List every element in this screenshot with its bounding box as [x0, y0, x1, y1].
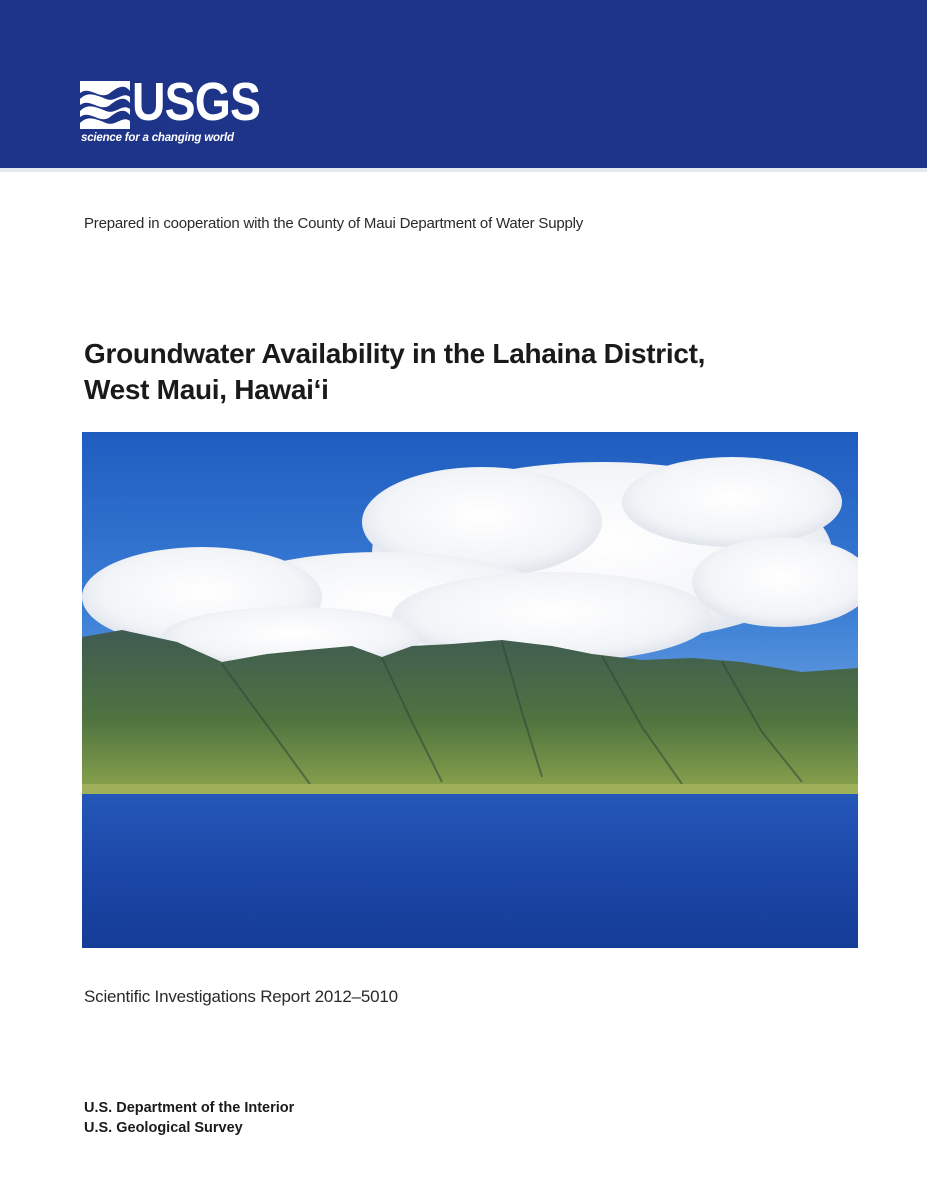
- title-line-1: Groundwater Availability in the Lahaina District,: [84, 338, 706, 369]
- photo-ocean: [82, 794, 858, 948]
- usgs-wave-icon: [80, 81, 130, 129]
- agency-block: [84, 1098, 294, 1138]
- banner-divider: [0, 168, 927, 172]
- title-line-2: West Maui, Hawai‘i: [84, 374, 329, 405]
- report-title: [84, 336, 864, 408]
- cover-photo: [82, 432, 858, 948]
- logo-tagline: science for a changing world: [81, 132, 234, 144]
- department-name: U.S. Department of the Interior: [84, 1100, 295, 1116]
- survey-name: U.S. Geological Survey: [84, 1120, 243, 1136]
- usgs-logo[interactable]: [80, 72, 280, 154]
- cooperation-note: Prepared in cooperation with the County of Maui Department of Water Supply: [84, 215, 584, 232]
- report-number: Scientific Investigations Report 2012–5010: [84, 987, 398, 1006]
- logo-wordmark: USGS: [132, 72, 261, 132]
- header-banner: [0, 0, 927, 168]
